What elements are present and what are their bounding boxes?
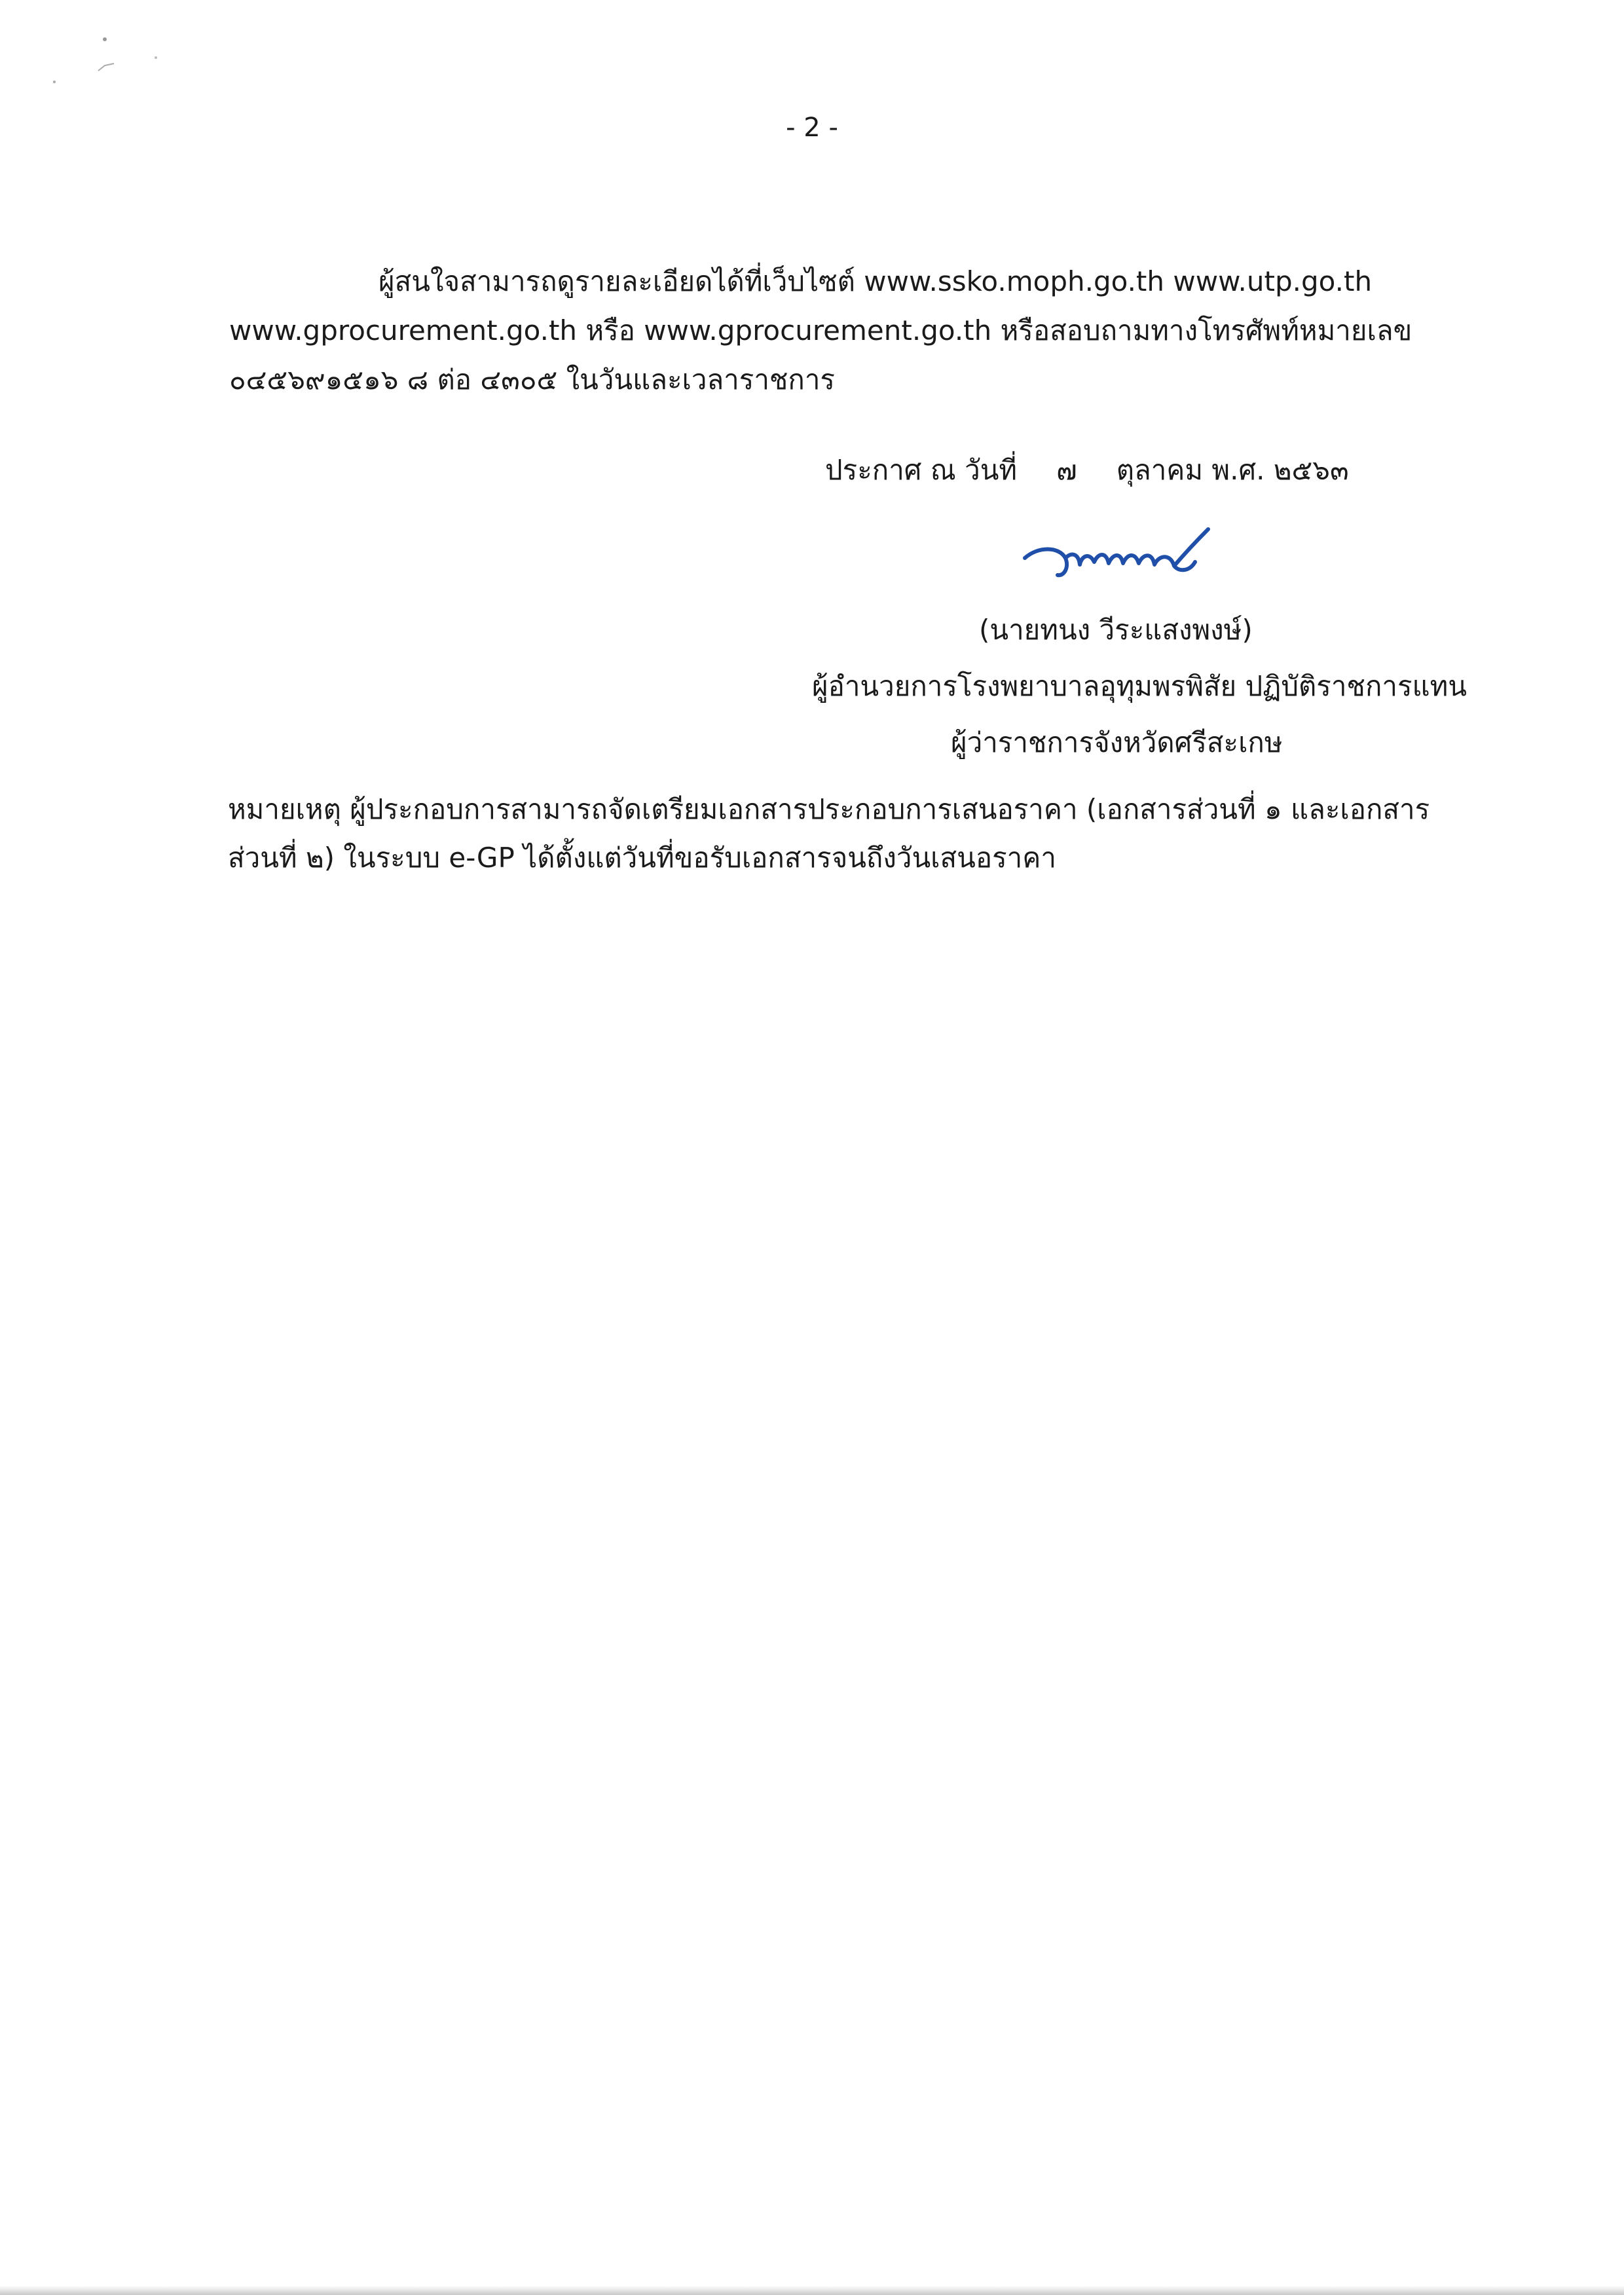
handwritten-signature (1018, 524, 1234, 596)
announcement-prefix: ประกาศ ณ วันที่ (825, 454, 1018, 486)
note-line-1: หมายเหตุ ผู้ประกอบการสามารถจัดเตรียมเอกสารประกอบการเสนอราคา (เอกสารส่วนที่ ๑ และเอกสาร (228, 793, 1430, 825)
note-line-2: ส่วนที่ ๒) ในระบบ e-GP ได้ตั้งแต่วันที่ขอรับเอกสารจนถึงวันเสนอราคา (228, 842, 1056, 874)
announcement-month-year: ตุลาคม พ.ศ. ๒๕๖๓ (1116, 454, 1349, 486)
announcement-date (825, 451, 1349, 490)
signatory-position-line-2: ผู้ว่าราชการจังหวัดศรีสะเกษ (951, 726, 1283, 758)
signatory-position-line-1: ผู้อำนวยการโรงพยาบาลอุทุมพรพิสัย ปฏิบัติราชการแทน (812, 670, 1467, 702)
scan-bottom-edge (0, 2286, 1624, 2295)
announcement-day: ๗ (1056, 454, 1077, 486)
scan-specks (0, 0, 196, 105)
body-line-3: ๐๔๕๖๙๑๕๑๖ ๘ ต่อ ๔๓๐๕ ในวันและเวลาราชการ (229, 364, 835, 396)
page-number: - 2 - (786, 113, 838, 143)
body-line-1: ผู้สนใจสามารถดูรายละเอียดได้ที่เว็บไซต์ www.ssko.moph.go.th www.utp.go.th (378, 265, 1373, 297)
signatory-name: (นายทนง วีระแสงพงษ์) (979, 614, 1253, 646)
body-line-2: www.gprocurement.go.th หรือ www.gprocurement.go.th หรือสอบถามทางโทรศัพท์หมายเลข (229, 314, 1412, 346)
